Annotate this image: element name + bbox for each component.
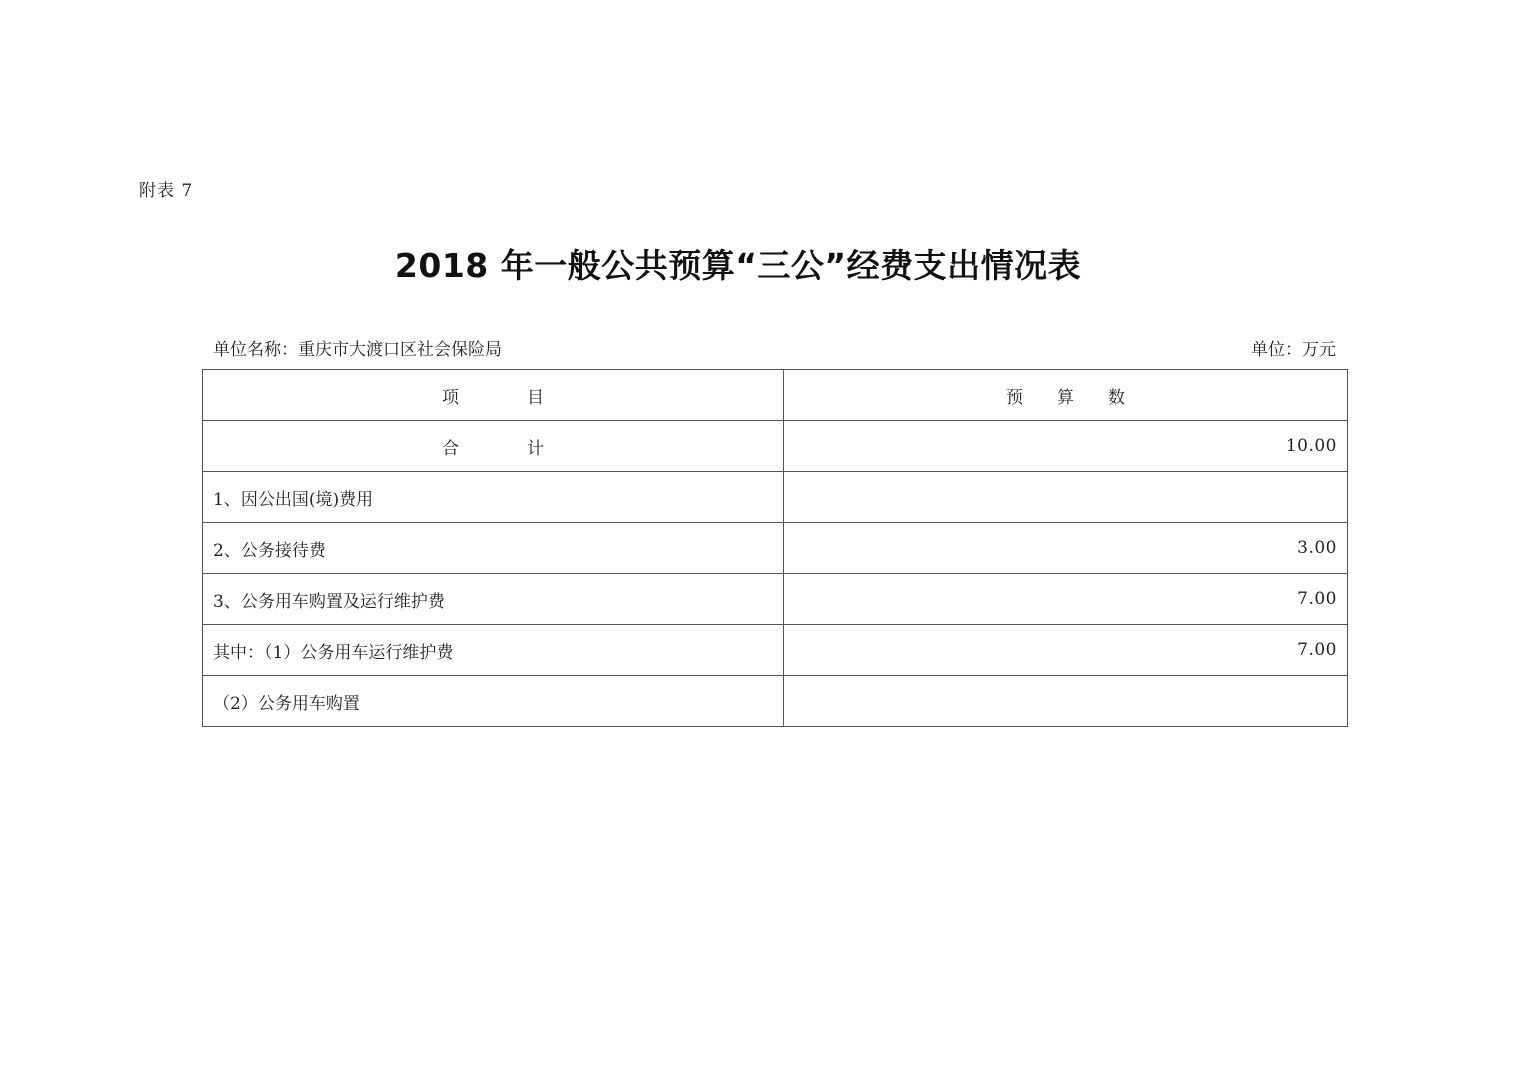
row-label: 3、公务用车购置及运行维护费 [203, 574, 784, 625]
total-label: 合 计 [203, 421, 784, 472]
budget-table [202, 369, 1348, 727]
unit-name-label: 单位名称：重庆市大渡口区社会保险局 [213, 340, 502, 360]
header-item: 项 目 [203, 370, 784, 421]
appendix-label: 附表 7 [139, 181, 194, 201]
table-row [203, 676, 1348, 727]
row-value [784, 676, 1348, 727]
table-row [203, 523, 1348, 574]
row-label: 2、公务接待费 [203, 523, 784, 574]
currency-unit-label: 单位：万元 [1251, 340, 1336, 360]
header-budget-amount: 预 算 数 [784, 370, 1348, 421]
row-value: 3.00 [784, 523, 1348, 574]
table-row-total [203, 421, 1348, 472]
table-row [203, 472, 1348, 523]
row-value: 7.00 [784, 574, 1348, 625]
table-header-row [203, 370, 1348, 421]
row-value: 7.00 [784, 625, 1348, 676]
page-title: 2018 年一般公共预算“三公”经费支出情况表 [394, 246, 1082, 285]
table-row [203, 574, 1348, 625]
row-label: （2）公务用车购置 [203, 676, 784, 727]
row-label: 1、因公出国(境)费用 [203, 472, 784, 523]
row-label: 其中：（1）公务用车运行维护费 [203, 625, 784, 676]
row-value [784, 472, 1348, 523]
table-row [203, 625, 1348, 676]
total-value: 10.00 [784, 421, 1348, 472]
